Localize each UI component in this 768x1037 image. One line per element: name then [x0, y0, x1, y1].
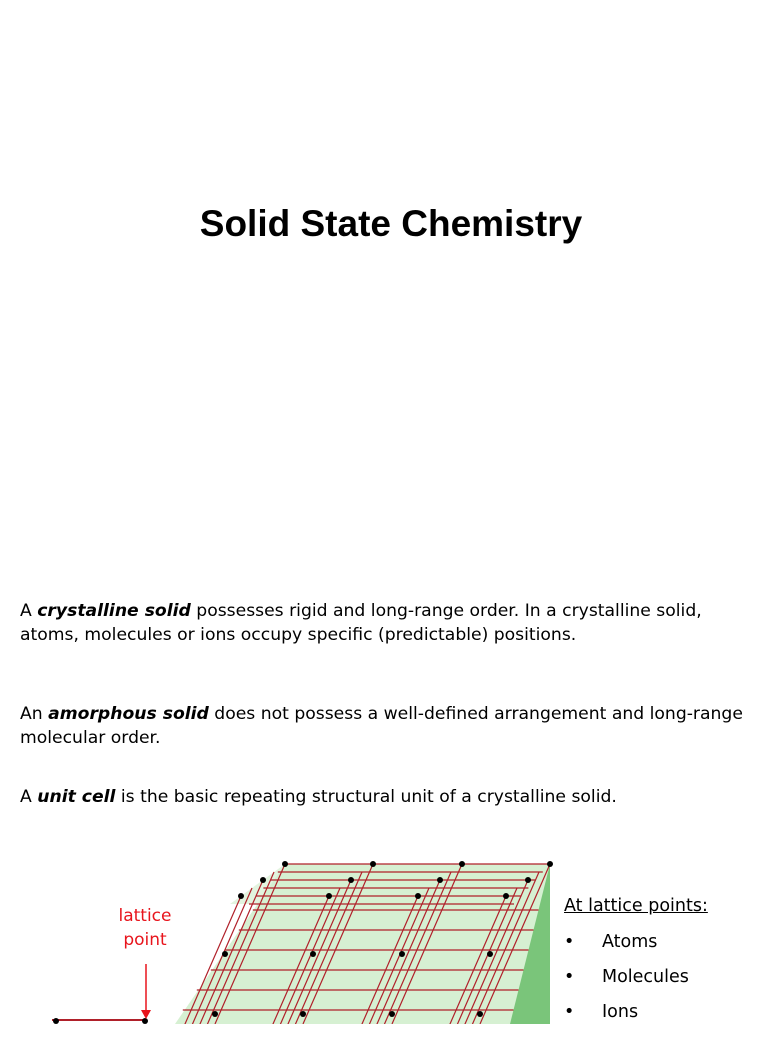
lattice-point	[310, 951, 316, 957]
p3-rest: is the basic repeating structural unit of a crystalline solid.	[115, 787, 617, 807]
list-item	[564, 967, 689, 1002]
bullet-icon: •	[564, 1002, 575, 1022]
lattice-point	[142, 1018, 148, 1024]
p1-prefix: A	[20, 601, 38, 621]
lattice-point	[389, 1011, 395, 1017]
list-item	[564, 1002, 689, 1037]
list-item	[564, 932, 689, 967]
page-title: Solid State Chemistry	[199, 203, 583, 244]
p1-term: crystalline solid	[37, 601, 191, 621]
lattice-point	[477, 1011, 483, 1017]
lattice-label-line2: point	[123, 930, 167, 950]
item-molecules: Molecules	[602, 967, 689, 987]
lattice-point	[300, 1011, 306, 1017]
lattice-point	[415, 893, 421, 899]
lattice-point	[282, 861, 288, 867]
lattice-point	[238, 893, 244, 899]
lattice-point	[260, 877, 266, 883]
lattice-point	[348, 877, 354, 883]
arrow-down-icon	[141, 1010, 151, 1019]
p3-term: unit cell	[37, 787, 116, 807]
lattice-point	[222, 951, 228, 957]
p2-term: amorphous solid	[48, 704, 209, 724]
lattice-point	[459, 861, 465, 867]
lattice-point	[487, 951, 493, 957]
lattice-point	[53, 1018, 59, 1024]
bullet-icon: •	[564, 932, 575, 952]
lattice-point	[399, 951, 405, 957]
lattice-label-line1: lattice	[118, 906, 172, 926]
p2-prefix: An	[20, 704, 49, 724]
lattice-point	[437, 877, 443, 883]
p3-prefix: A	[20, 787, 38, 807]
lattice-point	[212, 1011, 218, 1017]
lattice-point	[370, 861, 376, 867]
lattice-point	[547, 861, 553, 867]
unit-cell-paragraph	[20, 785, 760, 809]
crystalline-solid-paragraph	[20, 599, 760, 647]
bullet-icon: •	[564, 967, 575, 987]
lattice-point	[326, 893, 332, 899]
item-ions: Ions	[602, 1002, 639, 1022]
amorphous-solid-paragraph	[20, 702, 760, 750]
lattice-top-face	[230, 864, 550, 904]
lattice-point	[503, 893, 509, 899]
p2-rest: does not possess a well-defined arrangement and long-range molecular order.	[20, 704, 743, 748]
p1-rest: possesses rigid and long-range order. In a crystalline solid, atoms, molecules or ions occupy specific (predictable) positions.	[20, 601, 702, 645]
lattice-points-heading: At lattice points:	[564, 896, 708, 916]
lattice-points-list	[564, 932, 689, 1037]
lattice-point-label	[100, 904, 190, 952]
lattice-point	[525, 877, 531, 883]
item-atoms: Atoms	[602, 932, 658, 952]
